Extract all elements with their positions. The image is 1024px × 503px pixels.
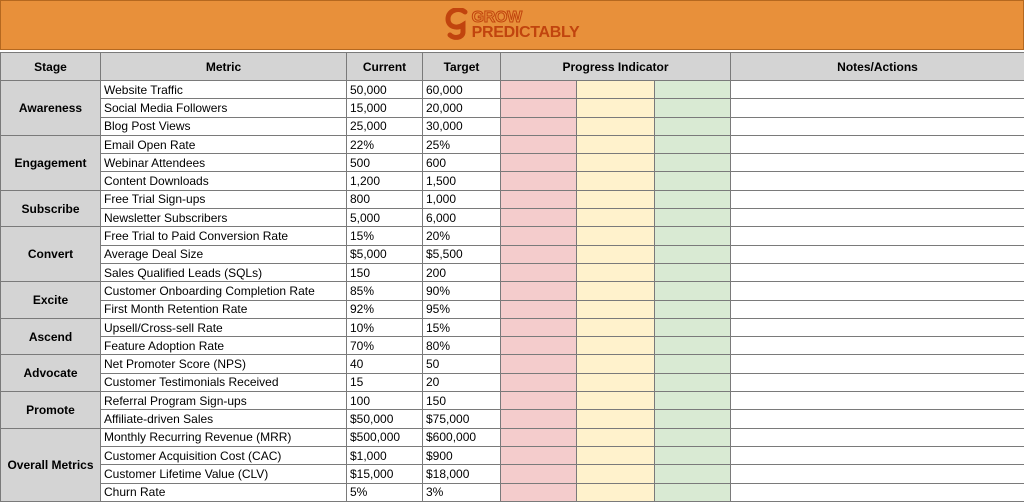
metric-cell[interactable]: Referral Program Sign-ups — [101, 392, 347, 410]
progress-green-cell[interactable] — [655, 154, 731, 172]
progress-yellow-cell[interactable] — [577, 263, 655, 281]
progress-green-cell[interactable] — [655, 263, 731, 281]
stage-label: Excite — [1, 282, 101, 319]
target-value-cell[interactable]: 150 — [423, 392, 501, 410]
metric-cell[interactable]: Net Promoter Score (NPS) — [101, 355, 347, 373]
target-value-cell[interactable]: $900 — [423, 446, 501, 464]
target-value-cell[interactable]: $75,000 — [423, 410, 501, 428]
table-row — [1, 483, 1024, 501]
progress-yellow-cell[interactable] — [577, 209, 655, 227]
target-value-cell[interactable]: $600,000 — [423, 428, 501, 446]
notes-cell[interactable] — [731, 154, 1024, 172]
current-value-cell[interactable]: 40 — [347, 355, 423, 373]
metric-cell[interactable]: Blog Post Views — [101, 117, 347, 135]
progress-yellow-cell[interactable] — [577, 227, 655, 245]
current-value-cell[interactable]: 500 — [347, 154, 423, 172]
progress-green-cell[interactable] — [655, 373, 731, 391]
metric-cell[interactable]: Monthly Recurring Revenue (MRR) — [101, 428, 347, 446]
metric-cell[interactable]: Newsletter Subscribers — [101, 209, 347, 227]
progress-green-cell[interactable] — [655, 172, 731, 190]
target-value-cell[interactable]: 1,000 — [423, 190, 501, 208]
table-row — [1, 428, 1024, 446]
progress-red-cell[interactable] — [501, 465, 577, 483]
target-value-cell[interactable]: 80% — [423, 337, 501, 355]
metric-cell[interactable]: Content Downloads — [101, 172, 347, 190]
progress-red-cell[interactable] — [501, 392, 577, 410]
header-progress-indicator: Progress Indicator — [501, 53, 731, 81]
progress-red-cell[interactable] — [501, 428, 577, 446]
notes-cell[interactable] — [731, 282, 1024, 300]
target-value-cell[interactable]: 20,000 — [423, 99, 501, 117]
current-value-cell[interactable]: 15 — [347, 373, 423, 391]
notes-cell[interactable] — [731, 337, 1024, 355]
target-value-cell[interactable]: 90% — [423, 282, 501, 300]
progress-red-cell[interactable] — [501, 446, 577, 464]
progress-red-cell[interactable] — [501, 355, 577, 373]
target-value-cell[interactable]: 15% — [423, 318, 501, 336]
table-row — [1, 355, 1024, 373]
progress-yellow-cell[interactable] — [577, 99, 655, 117]
metric-cell[interactable]: Free Trial to Paid Conversion Rate — [101, 227, 347, 245]
notes-cell[interactable] — [731, 300, 1024, 318]
progress-green-cell[interactable] — [655, 117, 731, 135]
table-row — [1, 300, 1024, 318]
current-value-cell[interactable]: 85% — [347, 282, 423, 300]
table-row — [1, 373, 1024, 391]
metric-cell[interactable]: Webinar Attendees — [101, 154, 347, 172]
target-value-cell[interactable]: 20% — [423, 227, 501, 245]
progress-green-cell[interactable] — [655, 410, 731, 428]
progress-yellow-cell[interactable] — [577, 245, 655, 263]
table-row — [1, 117, 1024, 135]
target-value-cell[interactable]: 50 — [423, 355, 501, 373]
metric-cell[interactable]: Upsell/Cross-sell Rate — [101, 318, 347, 336]
progress-yellow-cell[interactable] — [577, 172, 655, 190]
table-row — [1, 318, 1024, 336]
progress-yellow-cell[interactable] — [577, 300, 655, 318]
progress-red-cell[interactable] — [501, 190, 577, 208]
current-value-cell[interactable]: $500,000 — [347, 428, 423, 446]
notes-cell[interactable] — [731, 227, 1024, 245]
brand-name — [472, 10, 580, 40]
progress-red-cell[interactable] — [501, 209, 577, 227]
current-value-cell[interactable]: $50,000 — [347, 410, 423, 428]
stage-label: Subscribe — [1, 190, 101, 227]
progress-green-cell[interactable] — [655, 483, 731, 501]
notes-cell[interactable] — [731, 483, 1024, 501]
metric-cell[interactable]: Average Deal Size — [101, 245, 347, 263]
progress-green-cell[interactable] — [655, 355, 731, 373]
table-row — [1, 245, 1024, 263]
metric-cell[interactable]: Feature Adoption Rate — [101, 337, 347, 355]
notes-cell[interactable] — [731, 190, 1024, 208]
progress-red-cell[interactable] — [501, 99, 577, 117]
current-value-cell[interactable]: 800 — [347, 190, 423, 208]
table-row — [1, 209, 1024, 227]
progress-yellow-cell[interactable] — [577, 154, 655, 172]
table-row — [1, 172, 1024, 190]
progress-red-cell[interactable] — [501, 282, 577, 300]
notes-cell[interactable] — [731, 410, 1024, 428]
progress-red-cell[interactable] — [501, 117, 577, 135]
metric-cell[interactable]: Website Traffic — [101, 81, 347, 99]
progress-green-cell[interactable] — [655, 428, 731, 446]
header-target: Target — [423, 53, 501, 81]
notes-cell[interactable] — [731, 465, 1024, 483]
progress-red-cell[interactable] — [501, 245, 577, 263]
table-row — [1, 227, 1024, 245]
table-row — [1, 465, 1024, 483]
progress-red-cell[interactable] — [501, 373, 577, 391]
header-banner — [0, 0, 1024, 50]
progress-red-cell[interactable] — [501, 263, 577, 281]
metrics-table — [0, 52, 1024, 502]
target-value-cell[interactable]: 3% — [423, 483, 501, 501]
stage-label: Engagement — [1, 135, 101, 190]
target-value-cell[interactable]: $5,500 — [423, 245, 501, 263]
progress-red-cell[interactable] — [501, 483, 577, 501]
metric-cell[interactable]: Free Trial Sign-ups — [101, 190, 347, 208]
notes-cell[interactable] — [731, 263, 1024, 281]
table-row — [1, 337, 1024, 355]
progress-yellow-cell[interactable] — [577, 483, 655, 501]
progress-red-cell[interactable] — [501, 410, 577, 428]
notes-cell[interactable] — [731, 355, 1024, 373]
notes-cell[interactable] — [731, 446, 1024, 464]
target-value-cell[interactable]: 200 — [423, 263, 501, 281]
target-value-cell[interactable]: $18,000 — [423, 465, 501, 483]
notes-cell[interactable] — [731, 209, 1024, 227]
current-value-cell[interactable]: 25,000 — [347, 117, 423, 135]
progress-green-cell[interactable] — [655, 135, 731, 153]
progress-yellow-cell[interactable] — [577, 392, 655, 410]
progress-green-cell[interactable] — [655, 282, 731, 300]
target-value-cell[interactable]: 25% — [423, 135, 501, 153]
progress-yellow-cell[interactable] — [577, 135, 655, 153]
current-value-cell[interactable]: 22% — [347, 135, 423, 153]
table-header-row — [1, 53, 1024, 81]
table-row — [1, 135, 1024, 153]
progress-yellow-cell[interactable] — [577, 117, 655, 135]
progress-red-cell[interactable] — [501, 227, 577, 245]
progress-green-cell[interactable] — [655, 209, 731, 227]
progress-red-cell[interactable] — [501, 81, 577, 99]
progress-green-cell[interactable] — [655, 392, 731, 410]
current-value-cell[interactable]: 5% — [347, 483, 423, 501]
table-row — [1, 190, 1024, 208]
stage-label: Ascend — [1, 318, 101, 355]
stage-label: Promote — [1, 392, 101, 429]
progress-yellow-cell[interactable] — [577, 190, 655, 208]
header-notes: Notes/Actions — [731, 53, 1024, 81]
table-row — [1, 154, 1024, 172]
progress-green-cell[interactable] — [655, 337, 731, 355]
brand-line-1: GROW — [471, 9, 522, 26]
metric-cell[interactable]: Affiliate-driven Sales — [101, 410, 347, 428]
progress-red-cell[interactable] — [501, 135, 577, 153]
table-row — [1, 446, 1024, 464]
target-value-cell[interactable]: 6,000 — [423, 209, 501, 227]
target-value-cell[interactable]: 20 — [423, 373, 501, 391]
progress-yellow-cell[interactable] — [577, 81, 655, 99]
current-value-cell[interactable]: 5,000 — [347, 209, 423, 227]
notes-cell[interactable] — [731, 81, 1024, 99]
progress-yellow-cell[interactable] — [577, 446, 655, 464]
current-value-cell[interactable]: $5,000 — [347, 245, 423, 263]
current-value-cell[interactable]: 70% — [347, 337, 423, 355]
target-value-cell[interactable]: 600 — [423, 154, 501, 172]
metric-cell[interactable]: Churn Rate — [101, 483, 347, 501]
current-value-cell[interactable]: 50,000 — [347, 81, 423, 99]
current-value-cell[interactable]: 15,000 — [347, 99, 423, 117]
table-row — [1, 263, 1024, 281]
notes-cell[interactable] — [731, 392, 1024, 410]
progress-yellow-cell[interactable] — [577, 337, 655, 355]
table-row — [1, 392, 1024, 410]
metric-cell[interactable]: Customer Onboarding Completion Rate — [101, 282, 347, 300]
header-current: Current — [347, 53, 423, 81]
current-value-cell[interactable]: 15% — [347, 227, 423, 245]
progress-yellow-cell[interactable] — [577, 355, 655, 373]
progress-yellow-cell[interactable] — [577, 410, 655, 428]
g-logo-icon — [445, 8, 469, 42]
notes-cell[interactable] — [731, 373, 1024, 391]
target-value-cell[interactable]: 60,000 — [423, 81, 501, 99]
progress-red-cell[interactable] — [501, 172, 577, 190]
current-value-cell[interactable]: 100 — [347, 392, 423, 410]
progress-green-cell[interactable] — [655, 446, 731, 464]
metric-cell[interactable]: Customer Acquisition Cost (CAC) — [101, 446, 347, 464]
metric-cell[interactable]: Customer Testimonials Received — [101, 373, 347, 391]
metric-cell[interactable]: Email Open Rate — [101, 135, 347, 153]
progress-green-cell[interactable] — [655, 300, 731, 318]
brand-line-2: PREDICTABLY — [471, 24, 580, 41]
target-value-cell[interactable]: 1,500 — [423, 172, 501, 190]
progress-green-cell[interactable] — [655, 190, 731, 208]
progress-yellow-cell[interactable] — [577, 428, 655, 446]
notes-cell[interactable] — [731, 318, 1024, 336]
stage-label: Advocate — [1, 355, 101, 392]
stage-label: Convert — [1, 227, 101, 282]
metric-cell[interactable]: First Month Retention Rate — [101, 300, 347, 318]
table-row — [1, 81, 1024, 99]
progress-red-cell[interactable] — [501, 300, 577, 318]
table-row — [1, 410, 1024, 428]
current-value-cell[interactable]: 150 — [347, 263, 423, 281]
current-value-cell[interactable]: $15,000 — [347, 465, 423, 483]
progress-green-cell[interactable] — [655, 81, 731, 99]
progress-yellow-cell[interactable] — [577, 373, 655, 391]
notes-cell[interactable] — [731, 428, 1024, 446]
metric-cell[interactable]: Sales Qualified Leads (SQLs) — [101, 263, 347, 281]
metric-cell[interactable]: Customer Lifetime Value (CLV) — [101, 465, 347, 483]
progress-green-cell[interactable] — [655, 245, 731, 263]
notes-cell[interactable] — [731, 245, 1024, 263]
progress-red-cell[interactable] — [501, 318, 577, 336]
notes-cell[interactable] — [731, 99, 1024, 117]
table-row — [1, 99, 1024, 117]
notes-cell[interactable] — [731, 135, 1024, 153]
progress-yellow-cell[interactable] — [577, 465, 655, 483]
table-row — [1, 282, 1024, 300]
header-metric: Metric — [101, 53, 347, 81]
current-value-cell[interactable]: 1,200 — [347, 172, 423, 190]
header-stage: Stage — [1, 53, 101, 81]
progress-green-cell[interactable] — [655, 318, 731, 336]
stage-label: Awareness — [1, 81, 101, 136]
progress-green-cell[interactable] — [655, 227, 731, 245]
progress-red-cell[interactable] — [501, 337, 577, 355]
current-value-cell[interactable]: 92% — [347, 300, 423, 318]
stage-label: Overall Metrics — [1, 428, 101, 501]
progress-green-cell[interactable] — [655, 99, 731, 117]
current-value-cell[interactable]: 10% — [347, 318, 423, 336]
current-value-cell[interactable]: $1,000 — [347, 446, 423, 464]
notes-cell[interactable] — [731, 172, 1024, 190]
notes-cell[interactable] — [731, 117, 1024, 135]
progress-yellow-cell[interactable] — [577, 282, 655, 300]
progress-red-cell[interactable] — [501, 154, 577, 172]
brand-logo — [445, 8, 580, 42]
target-value-cell[interactable]: 30,000 — [423, 117, 501, 135]
metric-cell[interactable]: Social Media Followers — [101, 99, 347, 117]
progress-green-cell[interactable] — [655, 465, 731, 483]
progress-yellow-cell[interactable] — [577, 318, 655, 336]
target-value-cell[interactable]: 95% — [423, 300, 501, 318]
